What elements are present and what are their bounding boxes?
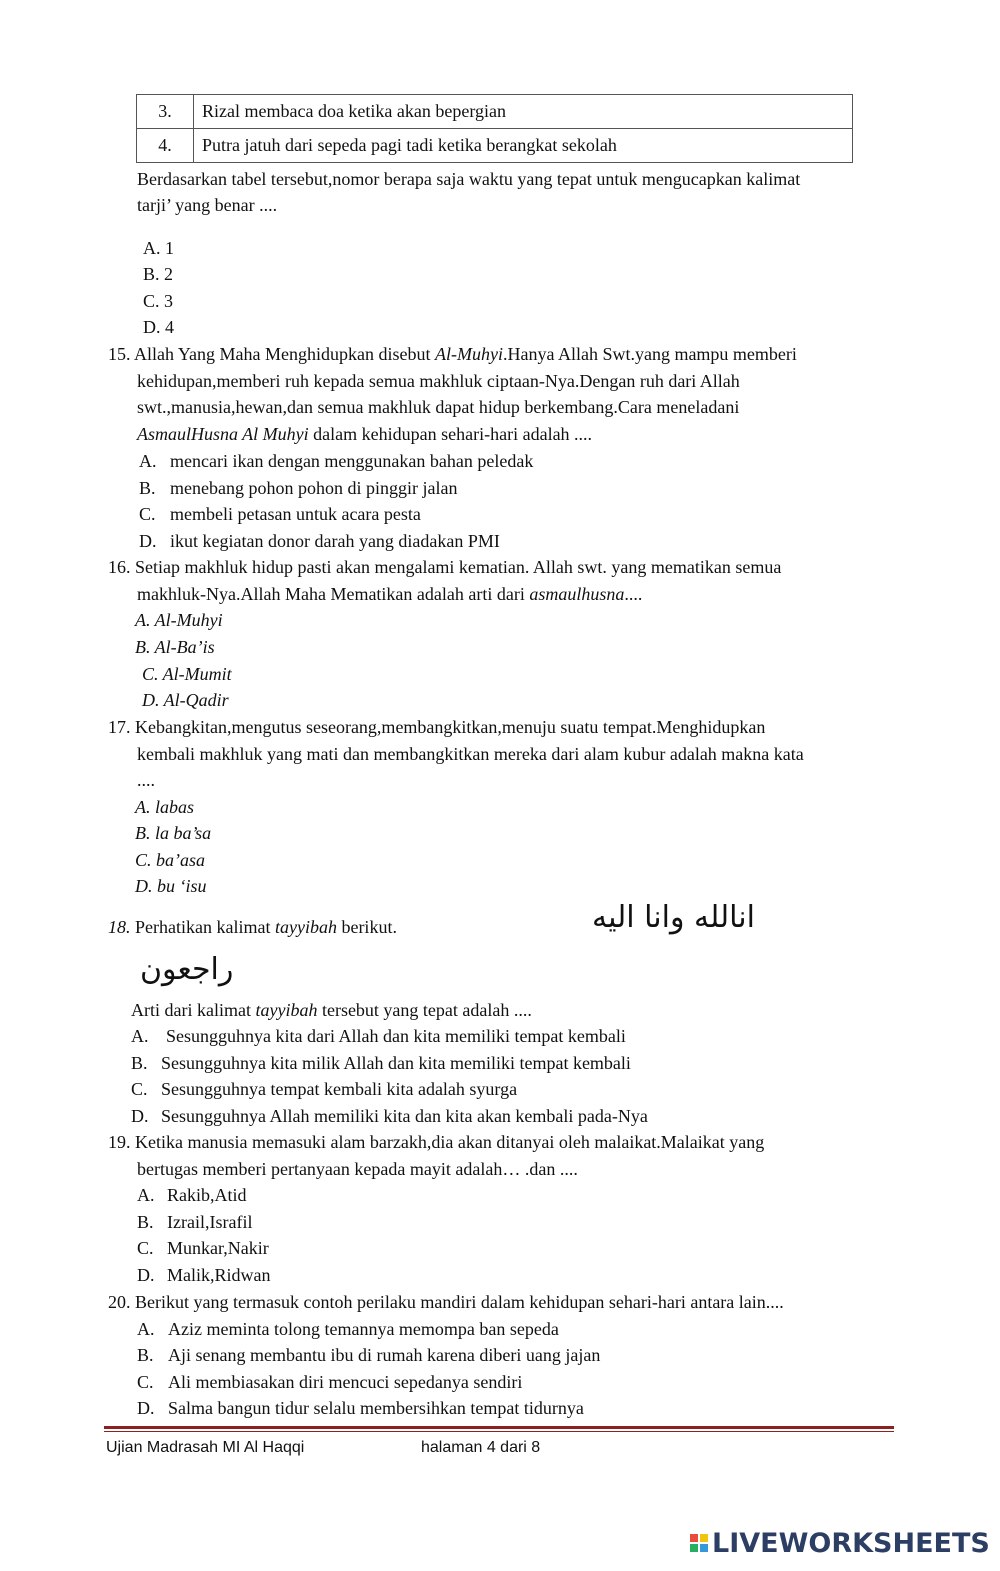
footer-page-number: halaman 4 dari 8	[421, 1439, 541, 1456]
q17-option-a[interactable]: A. labas	[135, 797, 195, 817]
footer-school: Ujian Madrasah MI Al Haqqi	[106, 1439, 305, 1456]
q14-option-b[interactable]: B. 2	[143, 264, 174, 284]
q16-option-c[interactable]: C. Al-Mumit	[142, 664, 232, 684]
q19-option-d[interactable]: D. Malik,Ridwan	[137, 1265, 271, 1285]
logo-square	[690, 1544, 698, 1552]
q20-option-c[interactable]: C. Ali membiasakan diri mencuci sepedanya sendiri	[137, 1372, 523, 1392]
q15-line-3: swt.,manusia,hewan,dan semua makhluk dapat hidup berkembang.Cara meneladani	[137, 397, 740, 417]
logo-square	[690, 1534, 698, 1542]
q15-option-b[interactable]: B. menebang pohon pohon di pinggir jalan	[139, 478, 458, 498]
q15-line-2: kehidupan,memberi ruh kepada semua makhluk ciptaan-Nya.Dengan ruh dari Allah	[137, 371, 740, 391]
q18-arabic-line-1: انالله وانا اليه	[592, 900, 755, 935]
watermark-text: LIVEWORKSHEETS	[712, 1527, 990, 1559]
q17-line-2: kembali makhluk yang mati dan membangkitkan mereka dari alam kubur adalah makna kata	[137, 744, 804, 764]
q19-line-1: 19. Ketika manusia memasuki alam barzakh,dia akan ditanyai oleh malaikat.Malaikat yang	[108, 1132, 765, 1152]
footer-divider	[104, 1426, 894, 1429]
q16-option-d[interactable]: D. Al-Qadir	[142, 690, 229, 710]
q15-option-a[interactable]: A. mencari ikan dengan menggunakan bahan peledak	[139, 451, 534, 471]
q17-line-1: 17. Kebangkitan,mengutus seseorang,membangkitkan,menuju suatu tempat.Menghidupkan	[108, 717, 766, 737]
q14-line-1: Berdasarkan tabel tersebut,nomor berapa saja waktu yang tepat untuk mengucapkan kalimat	[137, 169, 801, 189]
q18-arabic-line-2: راجعون	[140, 952, 234, 987]
q17-option-b[interactable]: B. la ba’sa	[135, 823, 212, 843]
q19-option-b[interactable]: B. Izrail,Israfil	[137, 1212, 253, 1232]
q18-option-d[interactable]: D. Sesungguhnya Allah memiliki kita dan kita akan kembali pada-Nya	[131, 1106, 648, 1126]
table-cell-number: 4.	[137, 129, 194, 163]
q19-option-a[interactable]: A. Rakib,Atid	[137, 1185, 247, 1205]
q18-line-3: Arti dari kalimat tayyibah tersebut yang tepat adalah ....	[131, 1000, 532, 1020]
q20-line-1: 20. Berikut yang termasuk contoh perilaku mandiri dalam kehidupan sehari-hari antara lain....	[108, 1292, 784, 1312]
table-cell-number: 3.	[137, 95, 194, 129]
q19-option-c[interactable]: C. Munkar,Nakir	[137, 1238, 269, 1258]
q16-line-2: makhluk-Nya.Allah Maha Mematikan adalah arti dari asmaulhusna....	[137, 584, 643, 604]
logo-square	[700, 1534, 708, 1542]
table-cell-text: Rizal membaca doa ketika akan bepergian	[194, 95, 853, 129]
q16-option-b[interactable]: B. Al-Ba’is	[135, 637, 215, 657]
q17-option-c[interactable]: C. ba’asa	[135, 850, 206, 870]
q17-line-3: ....	[137, 770, 155, 790]
q18-option-c[interactable]: C. Sesungguhnya tempat kembali kita adalah syurga	[131, 1079, 518, 1099]
q14-line-2: tarji’ yang benar ....	[137, 195, 278, 215]
footer-divider-thin	[104, 1431, 894, 1432]
q18-line-1: 18. Perhatikan kalimat tayyibah berikut.	[108, 917, 397, 937]
q18-option-a[interactable]: A. Sesungguhnya kita dari Allah dan kita memiliki tempat kembali	[131, 1026, 626, 1046]
q18-option-b[interactable]: B. Sesungguhnya kita milik Allah dan kita memiliki tempat kembali	[131, 1053, 631, 1073]
liveworksheets-watermark[interactable]	[690, 1528, 990, 1558]
q15-option-d[interactable]: D. ikut kegiatan donor darah yang diadakan PMI	[139, 531, 500, 551]
q17-option-d[interactable]: D. bu ‘isu	[135, 876, 207, 896]
table-cell-text: Putra jatuh dari sepeda pagi tadi ketika berangkat sekolah	[194, 129, 853, 163]
q15-line-1: 15. Allah Yang Maha Menghidupkan disebut Al-Muhyi.Hanya Allah Swt.yang mampu memberi	[108, 344, 797, 364]
table-row	[137, 129, 853, 163]
q14-option-a[interactable]: A. 1	[143, 238, 174, 258]
q15-line-4: AsmaulHusna Al Muhyi dalam kehidupan sehari-hari adalah ....	[137, 424, 593, 444]
q20-option-b[interactable]: B. Aji senang membantu ibu di rumah karena diberi uang jajan	[137, 1345, 601, 1365]
q20-option-a[interactable]: A. Aziz meminta tolong temannya memompa ban sepeda	[137, 1319, 559, 1339]
q16-line-1: 16. Setiap makhluk hidup pasti akan mengalami kematian. Allah swt. yang mematikan semua	[108, 557, 782, 577]
q15-option-c[interactable]: C. membeli petasan untuk acara pesta	[139, 504, 421, 524]
liveworksheets-logo-icon	[690, 1534, 708, 1552]
logo-square	[700, 1544, 708, 1552]
table-row	[137, 95, 853, 129]
q16-option-a[interactable]: A. Al-Muhyi	[135, 610, 223, 630]
q19-line-2: bertugas memberi pertanyaan kepada mayit adalah… .dan ....	[137, 1159, 578, 1179]
q14-option-d[interactable]: D. 4	[143, 317, 174, 337]
q14-option-c[interactable]: C. 3	[143, 291, 174, 311]
q20-option-d[interactable]: D. Salma bangun tidur selalu membersihkan tempat tidurnya	[137, 1398, 584, 1418]
tarji-table	[136, 94, 853, 163]
